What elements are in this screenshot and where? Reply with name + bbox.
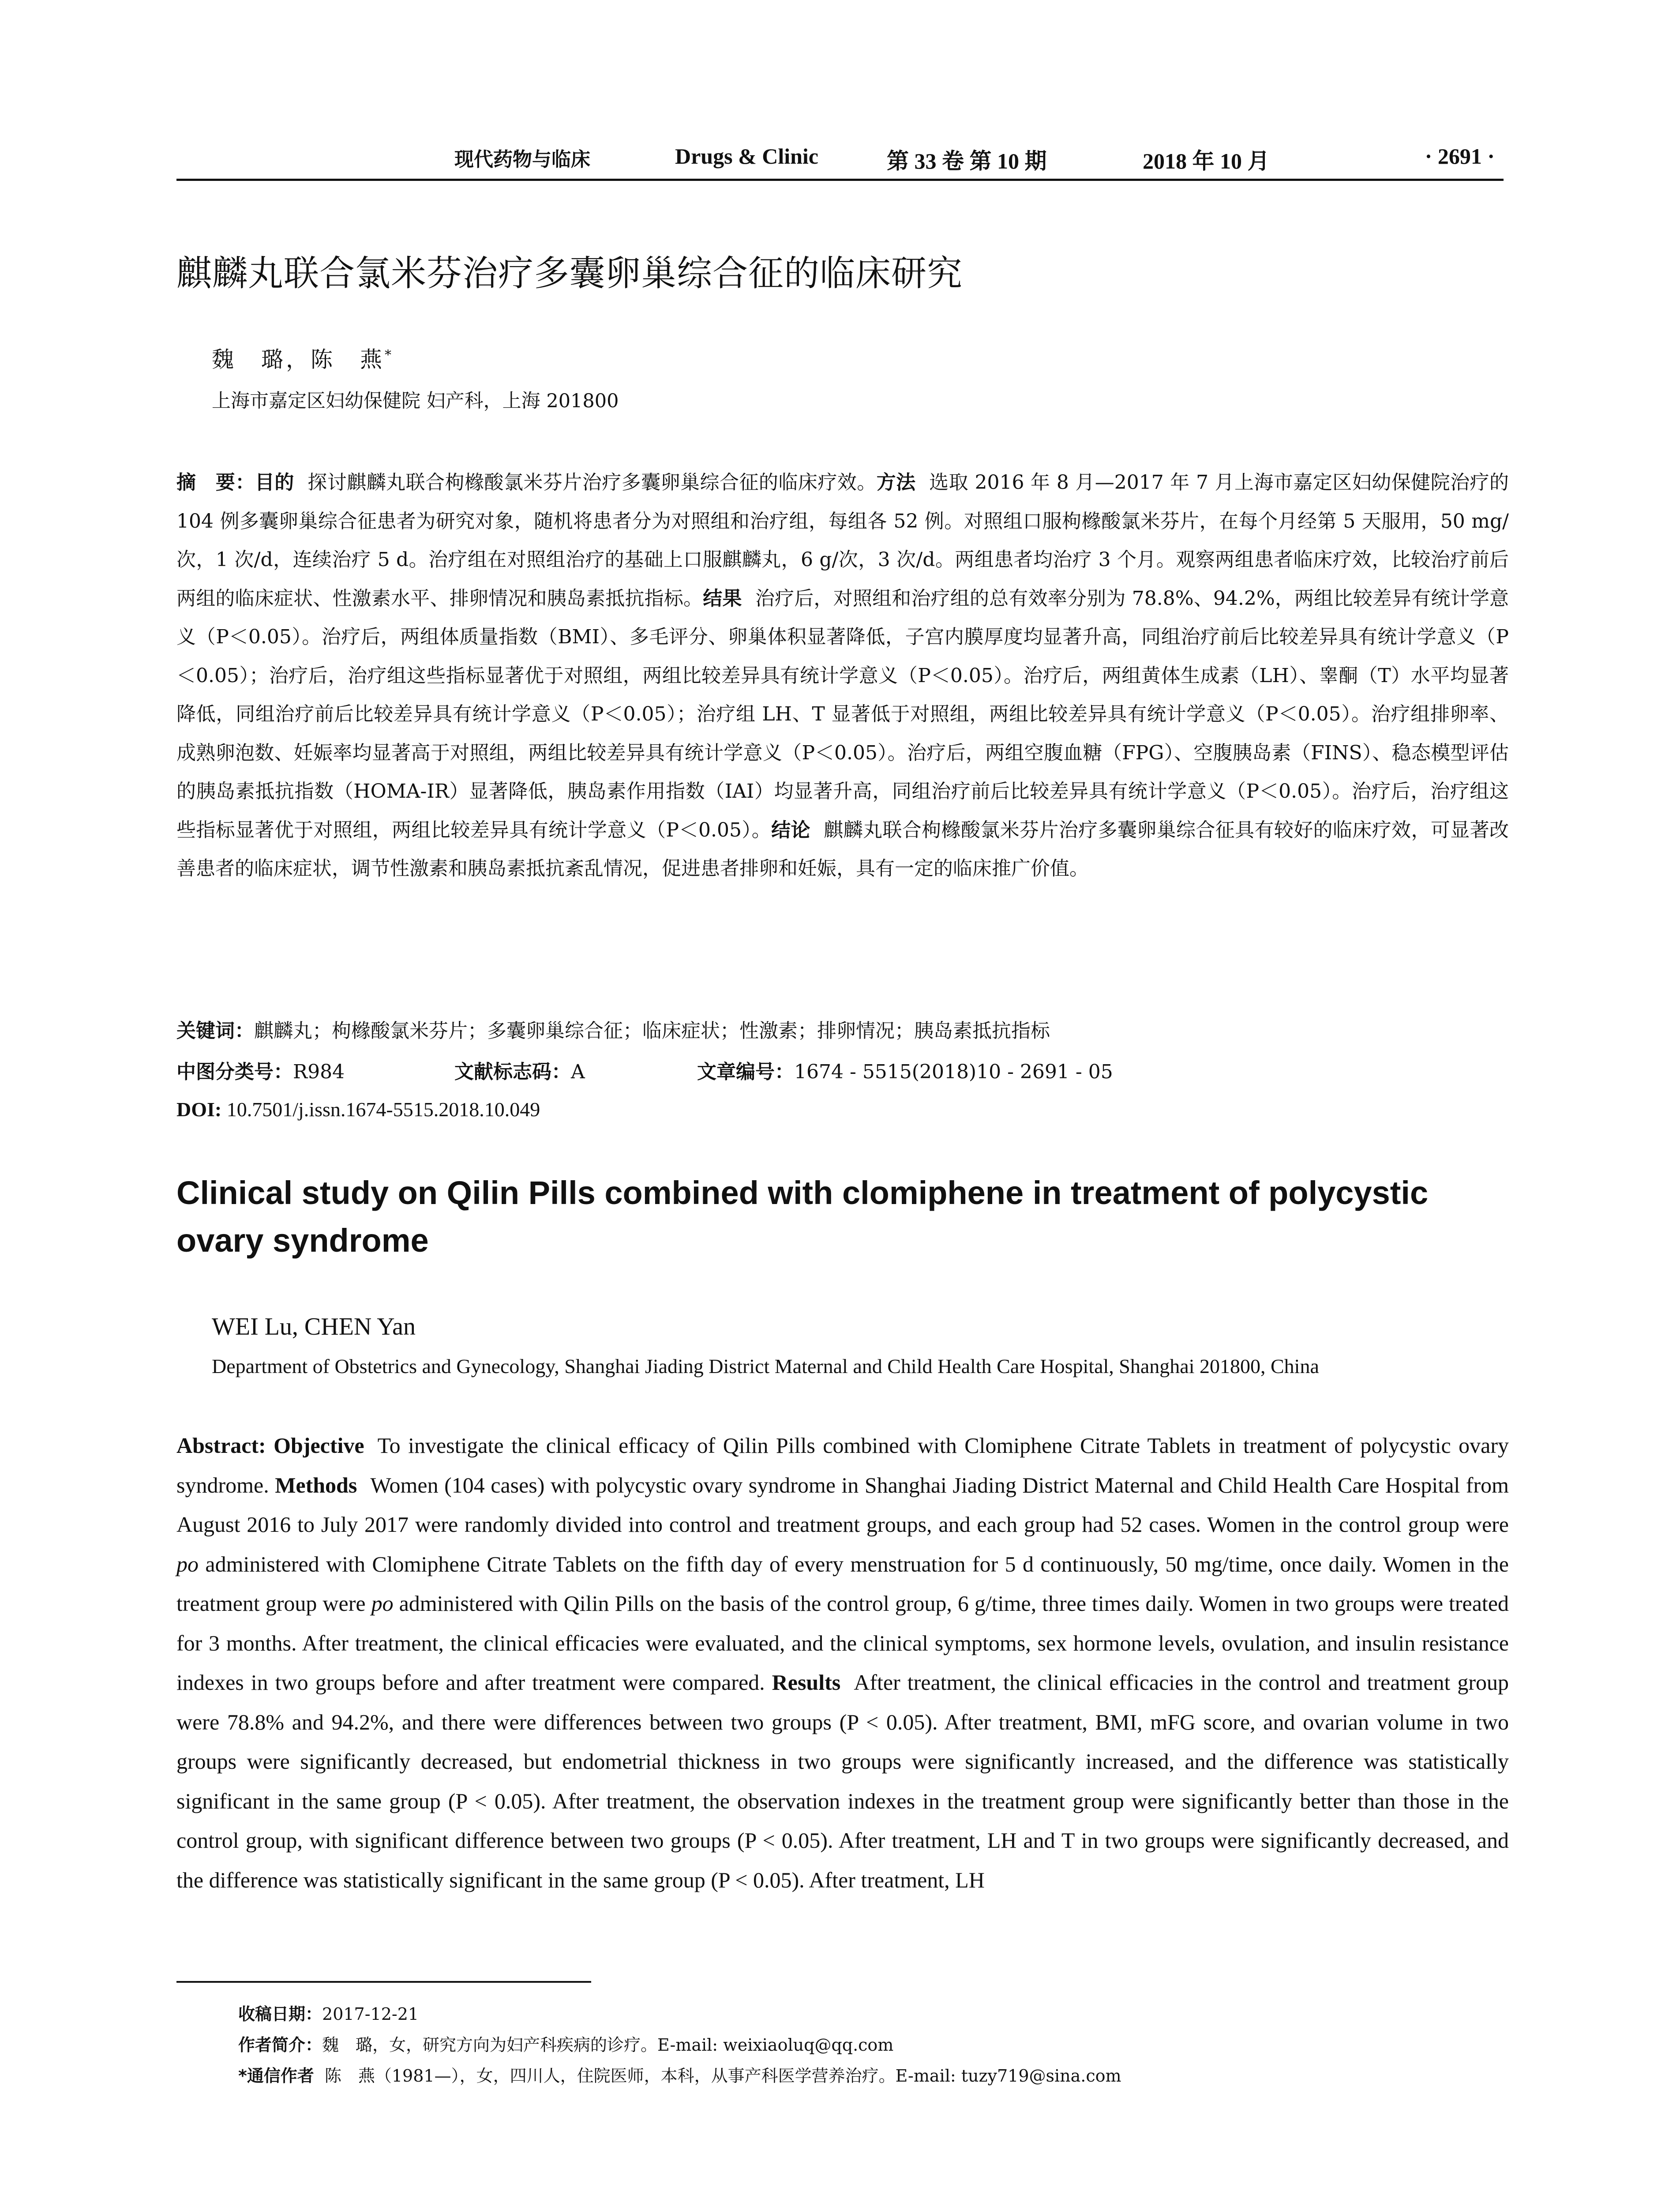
authors-cn [212, 342, 394, 374]
authors-en: WEI Lu, CHEN Yan [212, 1313, 416, 1340]
corresponding-text: 陈 燕（1981—），女，四川人，住院医师，本科，从事产科医学营养治疗。E-mail: tuzy719@sina.com [324, 2066, 1121, 2086]
keywords-text: 麒麟丸；枸橼酸氯米芬片；多囊卵巢综合征；临床症状；性激素；排卵情况；胰岛素抵抗指标 [254, 1020, 1050, 1042]
results-label-en: Results [772, 1670, 841, 1695]
abstract-label-cn: 摘 要： [176, 471, 255, 494]
po-abbrev-2: po [371, 1591, 394, 1616]
clc-field [176, 1056, 345, 1084]
conclusion-label-cn: 结论 [771, 818, 810, 841]
doc-code-value: A [571, 1061, 585, 1083]
corresponding-label: *通信作者 [238, 2066, 314, 2086]
methods-label-cn: 方法 [876, 471, 916, 494]
affiliation-cn: 上海市嘉定区妇幼保健院 妇产科，上海 201800 [212, 390, 619, 412]
objective-label-en: Objective [274, 1433, 364, 1458]
received-label: 收稿日期： [238, 2004, 322, 2024]
methods-text-en-2: administered with Clomiphene Citrate Tablets on the fifth day of every menstruation for 5 d continuously, 50 mg/time, once daily. Women in the treatment group were [176, 1551, 1509, 1616]
article-number-field [697, 1056, 1113, 1084]
article-number-value: 1674 - 5515(2018)10 - 2691 - 05 [794, 1061, 1113, 1083]
results-text-cn: 治疗后，对照组和治疗组的总有效率分别为 78.8%、94.2%，两组比较差异有统计学意义（P＜0.05）。治疗后，两组体质量指数（BMI）、多毛评分、卵巢体积显著降低，子宫内膜厚度均显著升高，同组治疗前后比较差异具有统计学意义（P＜0.05）；治疗后，治疗组这些指标显著优于对照组，两组比较差异具有统计学意义（P＜0.05）。治疗后，两组黄体生成素（LH）、睾酮（T）水平均显著降低，同组治疗前后比较差异具有统计学意义（P＜0.05）；治疗组 LH、T 显著低于对照组，两组比较差异具有统计学意义（P＜0.05）。治疗组排卵率、成熟卵泡数、妊娠率均显著高于对照组，两组比较差异具有统计学意义（P＜0.05）。治疗后，两组空腹血糖（FPG）、空腹胰岛素（FINS）、稳态模型评估的胰岛素抵抗指数（HOMA-IR）显著降低，胰岛素作用指数（IAI）均显著升高，同组治疗前后比较差异具有统计学意义（P＜0.05）。治疗后，治疗组这些指标显著优于对照组，两组比较差异具有统计学意义（P＜0.05）。 [176, 587, 1509, 841]
author-bio-label: 作者简介： [238, 2035, 322, 2055]
article-title-cn: 麒麟丸联合氯米芬治疗多囊卵巢综合征的临床研究 [176, 253, 963, 294]
keywords-label: 关键词： [176, 1020, 254, 1042]
journal-name-cn: 现代药物与临床 [454, 148, 590, 171]
author-names-cn: 魏 璐，陈 燕 [212, 347, 385, 372]
objective-text-cn: 探讨麒麟丸联合枸橼酸氯米芬片治疗多囊卵巢综合征的临床疗效。 [307, 471, 877, 494]
received-date: 2017-12-21 [322, 2004, 419, 2024]
objective-label-cn: 目的 [255, 471, 294, 494]
abstract-en [176, 1426, 1509, 1900]
issue-date: 2018 年 10 月 [1143, 149, 1270, 173]
methods-label-en: Methods [275, 1472, 357, 1497]
clc-label: 中图分类号： [176, 1061, 293, 1083]
abstract-label-en: Abstract: [176, 1433, 266, 1458]
abstract-cn [176, 463, 1509, 888]
results-text-en: After treatment, the clinical efficacies in the control and treatment group were 78.8% and 94.2%, and there were differences between two groups (P < 0.05). After treatment, BMI, mFG score, and ovarian volume in two groups were significantly decreased, but endometrial thickness in two groups were significantly increased, and the difference was statistically significant in the same group (P < 0.05). After treatment, the observation indexes in the treatment group were significantly better than those in the control group, with significant difference between two groups (P < 0.05). After treatment, LH and T in two groups were significantly decreased, and the difference was statistically significant in the same group (P < 0.05). After treatment, LH [176, 1670, 1509, 1892]
footnotes [238, 1999, 1121, 2091]
po-abbrev-1: po [176, 1551, 199, 1576]
keywords-line [176, 1015, 1509, 1043]
doi-label: DOI: [176, 1098, 222, 1121]
objective-text-en: To investigate the clinical efficacy of Qilin Pills combined with Clomiphene Citrate Tablets in treatment of polycystic ovary syndrome. [176, 1433, 1509, 1497]
corresponding-mark: * [385, 347, 394, 363]
footnote-corresponding [238, 2060, 1121, 2091]
methods-text-en-3: administered with Qilin Pills on the basis of the control group, 6 g/time, three times daily. Women in two groups were treated for 3 months. After treatment, the clinical efficacies were evaluated, and the clinical symptoms, sex hormone levels, ovulation, and insulin resistance indexes in two groups before and after treatment were compared. [176, 1591, 1509, 1695]
footnote-divider [176, 1981, 591, 1983]
author-bio-text: 魏 璐，女，研究方向为妇产科疾病的诊疗。E-mail: weixiaoluq@qq.com [322, 2035, 894, 2055]
doi-line [176, 1098, 1509, 1121]
doi-value[interactable]: 10.7501/j.issn.1674-5515.2018.10.049 [226, 1098, 540, 1121]
article-number-label: 文章编号： [697, 1061, 794, 1083]
conclusion-text-cn: 麒麟丸联合枸橼酸氯米芬片治疗多囊卵巢综合征具有较好的临床疗效，可显著改善患者的临床症状，调节性激素和胰岛素抵抗紊乱情况，促进患者排卵和妊娠，具有一定的临床推广价值。 [176, 818, 1509, 880]
article-title-en: Clinical study on Qilin Pills combined with clomiphene in treatment of polycystic ovary syndrome [176, 1174, 1429, 1259]
affiliation-en: Department of Obstetrics and Gynecology, Shanghai Jiading District Maternal and Child Health Care Hospital, Shanghai 201800, China [212, 1355, 1319, 1377]
results-label-cn: 结果 [703, 587, 742, 610]
clc-value: R984 [293, 1061, 345, 1083]
journal-name-en: Drugs & Clinic [675, 144, 818, 169]
methods-text-en-1: Women (104 cases) with polycystic ovary syndrome in Shanghai Jiading District Maternal and Child Health Care Hospital from August 2016 to July 2017 were randomly divided into control and treatment groups, and each group had 52 cases. Women in the control group were [176, 1472, 1509, 1537]
footnote-author-bio [238, 2030, 1121, 2060]
footnote-received [238, 1999, 1121, 2030]
methods-text-cn: 选取 2016 年 8 月—2017 年 7 月上海市嘉定区妇幼保健院治疗的 104 例多囊卵巢综合征患者为研究对象，随机将患者分为对照组和治疗组，每组各 52 例。对照组口服枸橼酸氯米芬片，在每个月经第 5 天服用，50 mg/次，1 次/d，连续治疗 5 d。治疗组在对照组治疗的基础上口服麒麟丸，6 g/次，3 次/d。两组患者均治疗 3 个月。观察两组患者临床疗效，比较治疗前后两组的临床症状、性激素水平、排卵情况和胰岛素抵抗指标。 [176, 471, 1509, 610]
doc-code-label: 文献标志码： [454, 1061, 571, 1083]
running-header [176, 143, 1504, 181]
page-number: · 2691 · [1425, 144, 1495, 169]
volume-issue: 第 33 卷 第 10 期 [887, 149, 1047, 173]
doc-code-field [454, 1056, 585, 1084]
